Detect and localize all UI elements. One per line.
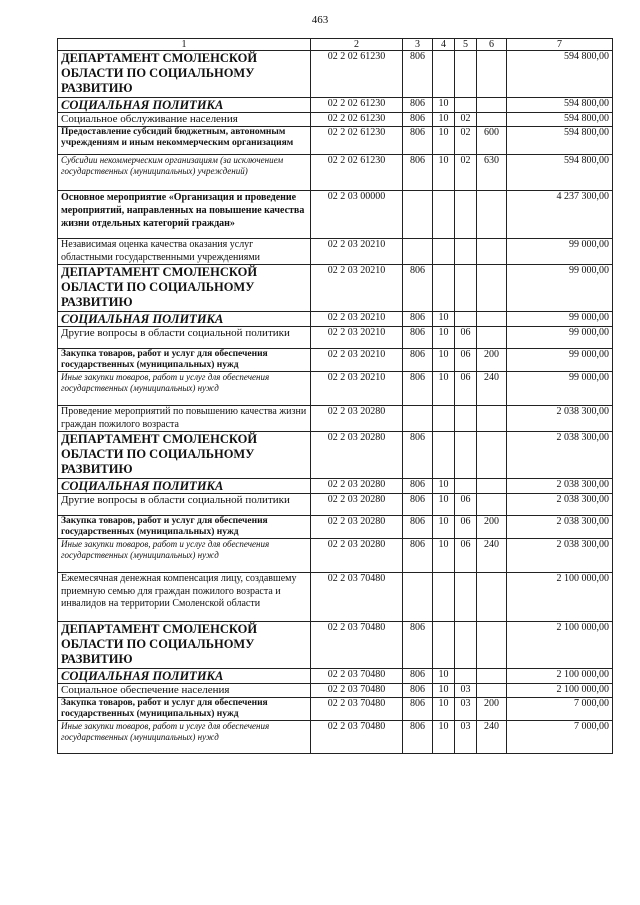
administrator-code: 806 xyxy=(403,113,433,127)
amount: 99 000,00 xyxy=(507,312,613,327)
expense-type-code xyxy=(477,51,507,98)
section-code: 10 xyxy=(433,312,455,327)
target-article-code: 02 2 03 70480 xyxy=(311,698,403,721)
subsection-code xyxy=(455,622,477,669)
amount: 2 038 300,00 xyxy=(507,539,613,573)
expense-type-code: 240 xyxy=(477,721,507,754)
expense-type-code xyxy=(477,573,507,622)
administrator-code: 806 xyxy=(403,494,433,516)
amount: 2 038 300,00 xyxy=(507,406,613,432)
amount: 2 100 000,00 xyxy=(507,669,613,684)
column-number-4: 4 xyxy=(433,39,455,51)
column-number-5: 5 xyxy=(455,39,477,51)
expense-type-code xyxy=(477,622,507,669)
expense-type-code xyxy=(477,327,507,349)
section-code: 10 xyxy=(433,669,455,684)
expense-type-code: 240 xyxy=(477,372,507,406)
row-name: Другие вопросы в области социальной политики xyxy=(58,494,311,516)
target-article-code: 02 2 03 20280 xyxy=(311,494,403,516)
table-row xyxy=(58,372,613,406)
expense-type-code: 200 xyxy=(477,349,507,372)
administrator-code: 806 xyxy=(403,98,433,113)
subsection-code xyxy=(455,432,477,479)
administrator-code: 806 xyxy=(403,51,433,98)
administrator-code: 806 xyxy=(403,622,433,669)
table-row xyxy=(58,51,613,98)
column-number-7: 7 xyxy=(507,39,613,51)
table-row xyxy=(58,265,613,312)
table-row xyxy=(58,113,613,127)
expense-type-code xyxy=(477,191,507,239)
administrator-code: 806 xyxy=(403,721,433,754)
row-name: Иные закупки товаров, работ и услуг для обеспечения государственных (муниципальных) нужд xyxy=(58,721,311,754)
table-row xyxy=(58,127,613,155)
table-row xyxy=(58,684,613,698)
section-code: 10 xyxy=(433,539,455,573)
table-row xyxy=(58,191,613,239)
row-name: СОЦИАЛЬНАЯ ПОЛИТИКА xyxy=(58,312,311,327)
administrator-code: 806 xyxy=(403,265,433,312)
administrator-code: 806 xyxy=(403,516,433,539)
row-name: Проведение мероприятий по повышению качества жизни граждан пожилого возраста xyxy=(58,406,311,432)
expense-type-code: 630 xyxy=(477,155,507,191)
section-code: 10 xyxy=(433,494,455,516)
section-code xyxy=(433,406,455,432)
subsection-code xyxy=(455,98,477,113)
administrator-code: 806 xyxy=(403,539,433,573)
page-number: 463 xyxy=(311,14,329,26)
amount: 7 000,00 xyxy=(507,721,613,754)
column-number-1: 1 xyxy=(58,39,311,51)
administrator-code xyxy=(403,191,433,239)
amount: 99 000,00 xyxy=(507,372,613,406)
subsection-code xyxy=(455,573,477,622)
target-article-code: 02 2 03 20280 xyxy=(311,516,403,539)
row-name: Закупка товаров, работ и услуг для обеспечения государственных (муниципальных) нужд xyxy=(58,349,311,372)
target-article-code: 02 2 03 20210 xyxy=(311,349,403,372)
section-code xyxy=(433,573,455,622)
section-code xyxy=(433,239,455,265)
target-article-code: 02 2 03 20210 xyxy=(311,372,403,406)
target-article-code: 02 2 03 70480 xyxy=(311,622,403,669)
target-article-code: 02 2 03 20280 xyxy=(311,479,403,494)
amount: 2 100 000,00 xyxy=(507,622,613,669)
row-name: Другие вопросы в области социальной политики xyxy=(58,327,311,349)
table-row xyxy=(58,494,613,516)
subsection-code: 06 xyxy=(455,372,477,406)
section-code: 10 xyxy=(433,698,455,721)
subsection-code: 03 xyxy=(455,721,477,754)
administrator-code: 806 xyxy=(403,479,433,494)
subsection-code xyxy=(455,406,477,432)
row-name: СОЦИАЛЬНАЯ ПОЛИТИКА xyxy=(58,669,311,684)
table-row xyxy=(58,155,613,191)
expense-type-code xyxy=(477,113,507,127)
target-article-code: 02 2 03 20280 xyxy=(311,539,403,573)
table-row xyxy=(58,622,613,669)
section-code: 10 xyxy=(433,327,455,349)
administrator-code: 806 xyxy=(403,127,433,155)
amount: 99 000,00 xyxy=(507,265,613,312)
administrator-code xyxy=(403,573,433,622)
target-article-code: 02 2 02 61230 xyxy=(311,113,403,127)
target-article-code: 02 2 02 61230 xyxy=(311,98,403,113)
table-row xyxy=(58,312,613,327)
amount: 594 800,00 xyxy=(507,113,613,127)
subsection-code xyxy=(455,312,477,327)
section-code: 10 xyxy=(433,684,455,698)
administrator-code: 806 xyxy=(403,669,433,684)
target-article-code: 02 2 02 61230 xyxy=(311,51,403,98)
amount: 99 000,00 xyxy=(507,239,613,265)
target-article-code: 02 2 03 70480 xyxy=(311,573,403,622)
section-code: 10 xyxy=(433,721,455,754)
row-name: Иные закупки товаров, работ и услуг для обеспечения государственных (муниципальных) нужд xyxy=(58,372,311,406)
target-article-code: 02 2 03 70480 xyxy=(311,721,403,754)
amount: 2 038 300,00 xyxy=(507,516,613,539)
target-article-code: 02 2 02 61230 xyxy=(311,127,403,155)
expense-type-code xyxy=(477,98,507,113)
row-name: Закупка товаров, работ и услуг для обеспечения государственных (муниципальных) нужд xyxy=(58,698,311,721)
section-code: 10 xyxy=(433,113,455,127)
section-code xyxy=(433,265,455,312)
administrator-code: 806 xyxy=(403,698,433,721)
administrator-code: 806 xyxy=(403,372,433,406)
row-name: Основное мероприятие «Организация и проведение мероприятий, направленных на повышение качества жизни отдельных категорий граждан» xyxy=(58,191,311,239)
target-article-code: 02 2 03 20210 xyxy=(311,312,403,327)
table-row xyxy=(58,98,613,113)
table-row xyxy=(58,432,613,479)
amount: 594 800,00 xyxy=(507,51,613,98)
administrator-code xyxy=(403,406,433,432)
subsection-code: 03 xyxy=(455,684,477,698)
table-row xyxy=(58,349,613,372)
target-article-code: 02 2 03 20210 xyxy=(311,265,403,312)
subsection-code xyxy=(455,669,477,684)
row-name: ДЕПАРТАМЕНТ СМОЛЕНСКОЙ ОБЛАСТИ ПО СОЦИАЛЬНОМУ РАЗВИТИЮ xyxy=(58,51,311,98)
subsection-code: 03 xyxy=(455,698,477,721)
expense-type-code xyxy=(477,265,507,312)
row-name: Иные закупки товаров, работ и услуг для обеспечения государственных (муниципальных) нужд xyxy=(58,539,311,573)
section-code xyxy=(433,432,455,479)
table-row xyxy=(58,239,613,265)
amount: 99 000,00 xyxy=(507,327,613,349)
table-row xyxy=(58,406,613,432)
row-name: Предоставление субсидий бюджетным, автономным учреждениям и иным некоммерческим организациям xyxy=(58,127,311,155)
target-article-code: 02 2 03 20280 xyxy=(311,406,403,432)
table-row xyxy=(58,573,613,622)
administrator-code xyxy=(403,239,433,265)
expense-type-code: 600 xyxy=(477,127,507,155)
target-article-code: 02 2 03 20210 xyxy=(311,239,403,265)
table-row xyxy=(58,698,613,721)
section-code: 10 xyxy=(433,349,455,372)
table-row xyxy=(58,721,613,754)
subsection-code xyxy=(455,479,477,494)
amount: 594 800,00 xyxy=(507,98,613,113)
column-number-row xyxy=(58,39,613,51)
subsection-code: 02 xyxy=(455,113,477,127)
subsection-code: 02 xyxy=(455,155,477,191)
target-article-code: 02 2 03 70480 xyxy=(311,669,403,684)
subsection-code xyxy=(455,51,477,98)
expense-type-code: 240 xyxy=(477,539,507,573)
target-article-code: 02 2 03 20280 xyxy=(311,432,403,479)
expense-type-code xyxy=(477,669,507,684)
table-row xyxy=(58,669,613,684)
subsection-code: 06 xyxy=(455,539,477,573)
expense-type-code xyxy=(477,312,507,327)
budget-rows xyxy=(58,51,613,754)
amount: 7 000,00 xyxy=(507,698,613,721)
budget-table xyxy=(57,38,613,754)
amount: 4 237 300,00 xyxy=(507,191,613,239)
subsection-code: 06 xyxy=(455,327,477,349)
row-name: Независимая оценка качества оказания услуг областными государственными учреждениями xyxy=(58,239,311,265)
amount: 2 038 300,00 xyxy=(507,479,613,494)
row-name: Социальное обслуживание населения xyxy=(58,113,311,127)
target-article-code: 02 2 03 70480 xyxy=(311,684,403,698)
expense-type-code xyxy=(477,494,507,516)
section-code: 10 xyxy=(433,98,455,113)
administrator-code: 806 xyxy=(403,155,433,191)
amount: 2 038 300,00 xyxy=(507,432,613,479)
section-code: 10 xyxy=(433,127,455,155)
expense-type-code xyxy=(477,432,507,479)
row-name: ДЕПАРТАМЕНТ СМОЛЕНСКОЙ ОБЛАСТИ ПО СОЦИАЛЬНОМУ РАЗВИТИЮ xyxy=(58,622,311,669)
amount: 594 800,00 xyxy=(507,127,613,155)
row-name: СОЦИАЛЬНАЯ ПОЛИТИКА xyxy=(58,98,311,113)
row-name: СОЦИАЛЬНАЯ ПОЛИТИКА xyxy=(58,479,311,494)
administrator-code: 806 xyxy=(403,327,433,349)
table-row xyxy=(58,479,613,494)
table-row xyxy=(58,327,613,349)
subsection-code xyxy=(455,239,477,265)
row-name: Социальное обеспечение населения xyxy=(58,684,311,698)
expense-type-code xyxy=(477,239,507,265)
column-number-2: 2 xyxy=(311,39,403,51)
expense-type-code xyxy=(477,406,507,432)
subsection-code: 02 xyxy=(455,127,477,155)
subsection-code: 06 xyxy=(455,349,477,372)
target-article-code: 02 2 03 00000 xyxy=(311,191,403,239)
column-number-6: 6 xyxy=(477,39,507,51)
expense-type-code: 200 xyxy=(477,516,507,539)
target-article-code: 02 2 03 20210 xyxy=(311,327,403,349)
table-row xyxy=(58,539,613,573)
section-code xyxy=(433,51,455,98)
row-name: ДЕПАРТАМЕНТ СМОЛЕНСКОЙ ОБЛАСТИ ПО СОЦИАЛЬНОМУ РАЗВИТИЮ xyxy=(58,432,311,479)
subsection-code xyxy=(455,265,477,312)
expense-type-code: 200 xyxy=(477,698,507,721)
amount: 594 800,00 xyxy=(507,155,613,191)
row-name: Ежемесячная денежная компенсация лицу, создавшему приемную семью для граждан пожилого возраста и инвалидов на территории Смоленской области xyxy=(58,573,311,622)
target-article-code: 02 2 02 61230 xyxy=(311,155,403,191)
amount: 2 100 000,00 xyxy=(507,573,613,622)
administrator-code: 806 xyxy=(403,684,433,698)
section-code xyxy=(433,622,455,669)
administrator-code: 806 xyxy=(403,349,433,372)
amount: 99 000,00 xyxy=(507,349,613,372)
row-name: Закупка товаров, работ и услуг для обеспечения государственных (муниципальных) нужд xyxy=(58,516,311,539)
section-code xyxy=(433,191,455,239)
section-code: 10 xyxy=(433,155,455,191)
section-code: 10 xyxy=(433,479,455,494)
section-code: 10 xyxy=(433,516,455,539)
expense-type-code xyxy=(477,684,507,698)
subsection-code xyxy=(455,191,477,239)
table-row xyxy=(58,516,613,539)
amount: 2 038 300,00 xyxy=(507,494,613,516)
row-name: Субсидии некоммерческим организациям (за исключением государственных (муниципальных) учреждений) xyxy=(58,155,311,191)
administrator-code: 806 xyxy=(403,312,433,327)
column-number-3: 3 xyxy=(403,39,433,51)
expense-type-code xyxy=(477,479,507,494)
amount: 2 100 000,00 xyxy=(507,684,613,698)
subsection-code: 06 xyxy=(455,494,477,516)
row-name: ДЕПАРТАМЕНТ СМОЛЕНСКОЙ ОБЛАСТИ ПО СОЦИАЛЬНОМУ РАЗВИТИЮ xyxy=(58,265,311,312)
subsection-code: 06 xyxy=(455,516,477,539)
section-code: 10 xyxy=(433,372,455,406)
administrator-code: 806 xyxy=(403,432,433,479)
